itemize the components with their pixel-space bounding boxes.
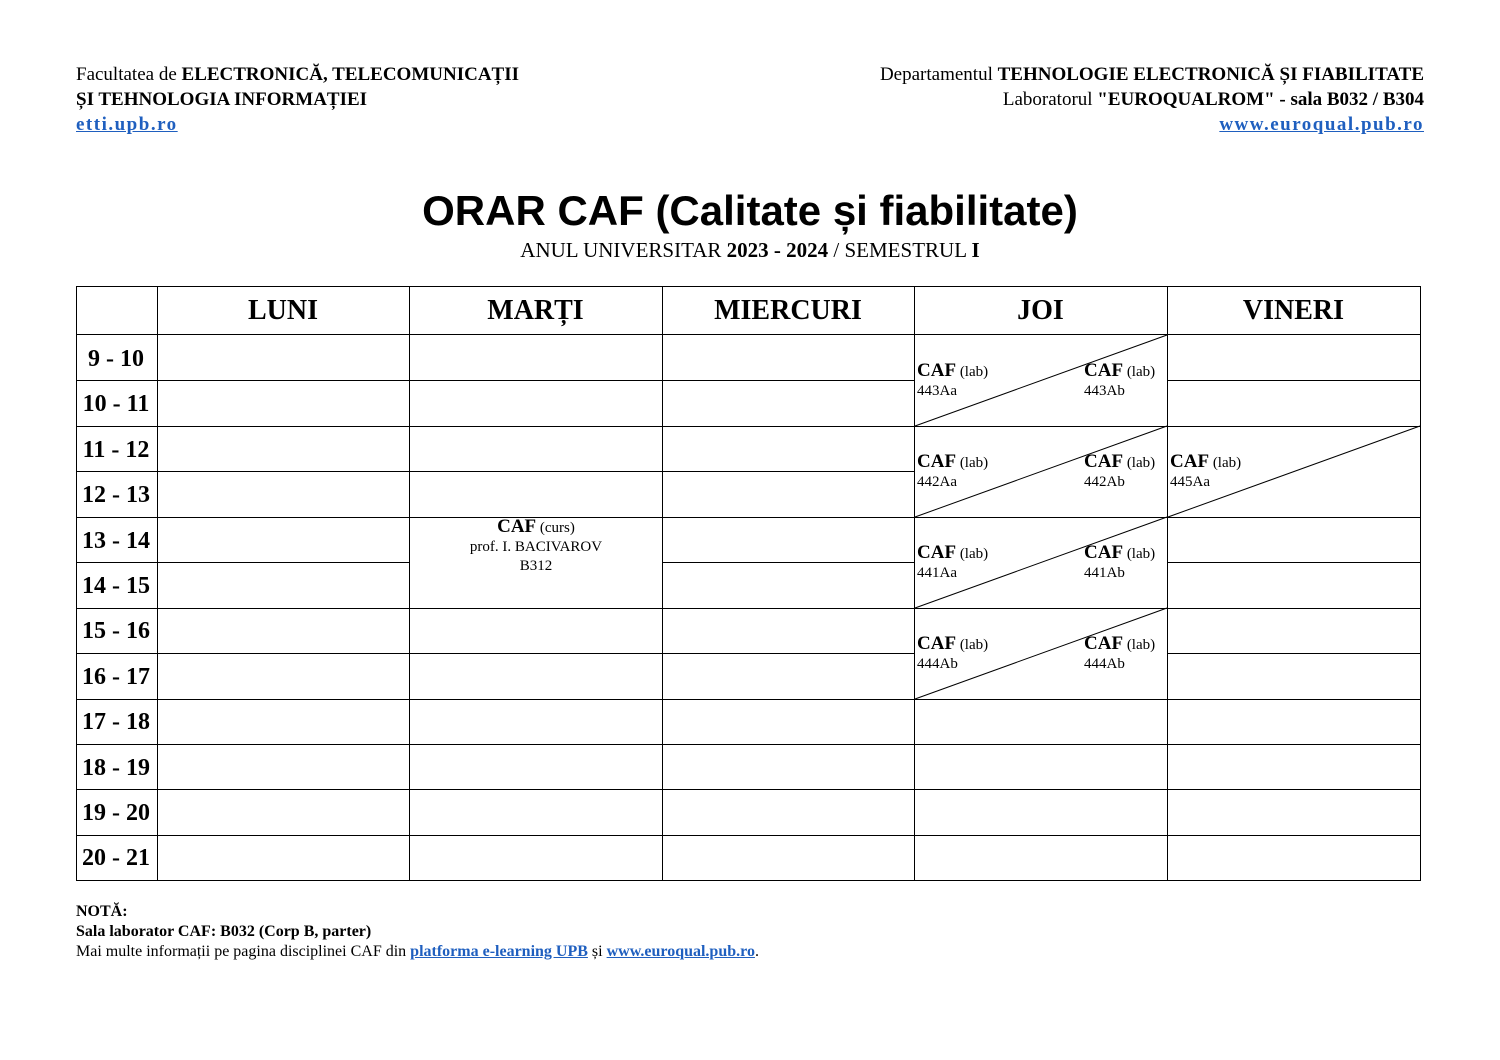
split-cell-diagonals — [76, 286, 1421, 881]
grid-line — [1167, 380, 1420, 381]
faculty-link[interactable]: etti.upb.ro — [76, 114, 178, 135]
faculty-header — [76, 62, 519, 137]
diagonal-line — [915, 335, 1167, 426]
lab-442ab: CAF (lab) 442Ab — [1084, 451, 1156, 490]
grid-line — [1167, 835, 1420, 836]
grid-line — [914, 789, 1167, 790]
time-slot-label: 9 - 10 — [88, 346, 144, 372]
lab-441ab: CAF (lab) 441Ab — [1084, 542, 1156, 581]
grid-line — [914, 517, 1167, 518]
note-lab-room: Sala laborator CAF: B032 (Corp B, parter) — [76, 923, 372, 940]
grid-line — [409, 789, 662, 790]
time-slot-label: 14 - 15 — [82, 573, 150, 599]
time-slot-label: 11 - 12 — [82, 437, 150, 463]
grid-line — [409, 517, 662, 518]
lab-444ab-first: CAF (lab) 444Ab — [917, 633, 989, 672]
time-slot-label: 15 - 16 — [82, 618, 150, 644]
diagonal-line — [915, 608, 1167, 699]
grid-line — [409, 699, 662, 700]
lab-441aa: CAF (lab) 441Aa — [917, 542, 989, 581]
grid-line — [662, 699, 914, 700]
department-header — [880, 62, 1424, 137]
grid-line — [662, 608, 914, 609]
day-header-luni: LUNI — [247, 295, 318, 326]
grid-line — [1167, 699, 1420, 700]
academic-year: 2023 - 2024 — [726, 238, 829, 262]
course-teacher: prof. I. BACIVAROV — [469, 539, 603, 555]
day-header-joi: JOI — [1017, 295, 1064, 326]
lab-444ab-second: CAF (lab) 444Ab — [1084, 633, 1156, 672]
grid-line — [914, 608, 1167, 609]
time-slot-label: 20 - 21 — [82, 845, 150, 871]
grid-line — [662, 380, 914, 381]
note-section — [76, 902, 759, 962]
time-slot-label: 19 - 20 — [82, 800, 150, 826]
note-label: NOTĂ: — [76, 903, 128, 920]
grid-line — [76, 699, 157, 700]
euroqual-link[interactable]: www.euroqual.pub.ro — [1219, 114, 1424, 135]
grid-line — [157, 835, 409, 836]
grid-line — [1167, 744, 1420, 745]
lab-443aa: CAF (lab) 443Aa — [917, 360, 989, 399]
grid-line — [1167, 608, 1420, 609]
diagonal-line — [915, 517, 1167, 608]
department-line-1: Departamentul TEHNOLOGIE ELECTRONICĂ ȘI FIABILITATE — [879, 64, 1424, 85]
grid-line — [76, 517, 157, 518]
grid-line — [157, 789, 409, 790]
day-header-miercuri: MIERCURI — [714, 295, 862, 326]
grid-line — [1167, 426, 1420, 427]
grid-line — [157, 517, 409, 518]
grid-line — [914, 426, 1167, 427]
time-slot-label: 13 - 14 — [82, 528, 150, 554]
grid-line — [1167, 562, 1420, 563]
lab-443ab: CAF (lab) 443Ab — [1084, 360, 1156, 399]
course-type: (curs) — [539, 520, 575, 536]
day-header-marti: MARȚI — [487, 295, 584, 326]
grid-line — [157, 653, 409, 654]
course-name: CAF — [497, 516, 537, 537]
grid-line — [662, 789, 914, 790]
grid-line — [662, 653, 914, 654]
euroqual-note-link[interactable]: www.euroqual.pub.ro — [606, 943, 755, 960]
grid-line — [662, 562, 914, 563]
faculty-name: ELECTRONICĂ, TELECOMUNICAȚII — [181, 64, 520, 85]
grid-line — [76, 608, 157, 609]
grid-line — [157, 562, 409, 563]
lab-442aa: CAF (lab) 442Aa — [917, 451, 989, 490]
grid-line — [157, 380, 409, 381]
grid-line — [914, 699, 1167, 700]
time-slot-label: 16 - 17 — [82, 664, 150, 690]
note-info-line: Mai multe informații pe pagina disciplinei CAF din platforma e-learning UPB și www.euroqual.pub.ro. — [76, 943, 759, 960]
semester: I — [971, 238, 980, 262]
grid-line — [409, 380, 662, 381]
grid-line — [76, 789, 157, 790]
time-slot-label: 10 - 11 — [82, 391, 150, 417]
faculty-line-2: ȘI TEHNOLOGIA INFORMAȚIEI — [76, 89, 368, 110]
grid-line — [662, 471, 914, 472]
grid-line — [157, 744, 409, 745]
grid-line — [662, 426, 914, 427]
grid-line — [662, 835, 914, 836]
grid-line — [409, 744, 662, 745]
grid-line — [157, 426, 409, 427]
grid-line — [409, 608, 662, 609]
diagonal-line — [1168, 426, 1420, 517]
grid-line — [157, 699, 409, 700]
time-slot-label: 12 - 13 — [82, 482, 150, 508]
department-name: TEHNOLOGIE ELECTRONICĂ ȘI FIABILITATE — [997, 64, 1424, 85]
grid-line — [409, 471, 662, 472]
grid-line — [157, 471, 409, 472]
grid-line — [1167, 517, 1420, 518]
grid-line — [76, 744, 157, 745]
page-subtitle: ANUL UNIVERSITAR 2023 - 2024 / SEMESTRUL I — [520, 238, 980, 262]
grid-line — [914, 835, 1167, 836]
timetable-grid — [76, 286, 1421, 881]
laboratory-line: Laboratorul "EUROQUALROM" - sala B032 / B304 — [1002, 89, 1424, 110]
grid-line — [76, 471, 157, 472]
grid-line — [409, 653, 662, 654]
lab-445aa: CAF (lab) 445Aa — [1170, 451, 1242, 490]
grid-line — [76, 562, 157, 563]
time-slot-label: 17 - 18 — [82, 709, 150, 735]
grid-line — [409, 835, 662, 836]
grid-line — [1167, 653, 1420, 654]
grid-line — [409, 426, 662, 427]
grid-line — [76, 380, 157, 381]
grid-line — [76, 835, 157, 836]
grid-line — [662, 744, 914, 745]
time-slot-label: 18 - 19 — [82, 755, 150, 781]
grid-line — [76, 653, 157, 654]
faculty-line-1: Facultatea de ELECTRONICĂ, TELECOMUNICAȚII — [76, 64, 520, 85]
grid-line — [76, 426, 157, 427]
day-header-vineri: VINERI — [1242, 295, 1345, 326]
grid-line — [1167, 789, 1420, 790]
grid-line — [157, 608, 409, 609]
elearning-link[interactable]: platforma e-learning UPB — [410, 943, 588, 960]
diagonal-line — [915, 426, 1167, 517]
course-room: B312 — [519, 558, 553, 574]
grid-line — [662, 517, 914, 518]
grid-line — [914, 744, 1167, 745]
page-title: ORAR CAF (Calitate și fiabilitate) — [422, 187, 1078, 234]
